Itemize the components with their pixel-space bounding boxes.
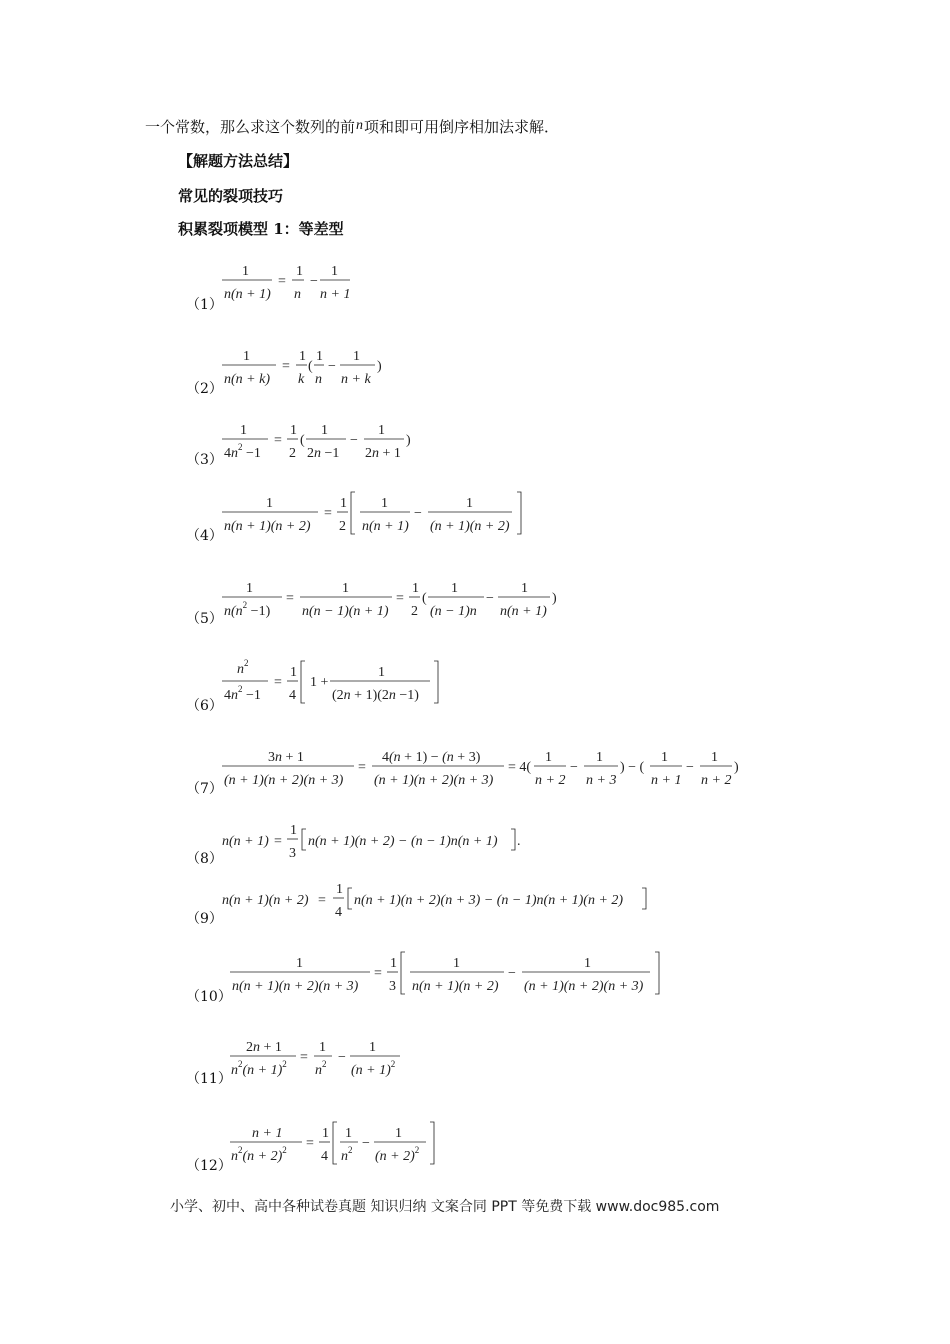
svg-text:): ) bbox=[377, 359, 382, 374]
svg-text:2n + 1: 2n + 1 bbox=[246, 1040, 282, 1055]
svg-text:−: − bbox=[686, 760, 694, 775]
intro-before: 一个常数，那么求这个数列的前 bbox=[145, 118, 356, 136]
svg-text:−: − bbox=[570, 760, 578, 775]
svg-text:1: 1 bbox=[319, 1040, 326, 1055]
svg-text:1: 1 bbox=[378, 665, 385, 680]
svg-text:n + 2: n + 2 bbox=[535, 773, 566, 788]
svg-text:(2n + 1)(2n −1): (2n + 1)(2n −1) bbox=[332, 688, 419, 703]
formula-label-4: （4） bbox=[186, 528, 223, 544]
formula-7-svg bbox=[220, 744, 750, 794]
svg-text:1: 1 bbox=[246, 581, 253, 596]
svg-text:=: = bbox=[278, 274, 286, 289]
svg-text:1: 1 bbox=[340, 496, 347, 511]
svg-text:(n + 1)(n + 2): (n + 1)(n + 2) bbox=[430, 519, 510, 534]
formula-1-svg bbox=[220, 258, 380, 308]
model-heading: 积累裂项模型 1：等差型 bbox=[178, 220, 344, 238]
svg-text:3n + 1: 3n + 1 bbox=[268, 750, 304, 765]
svg-text:1: 1 bbox=[243, 349, 250, 364]
svg-text:n(n + 1)(n + 2) − (n − 1)n(n +: n(n + 1)(n + 2) − (n − 1)n(n + 1) bbox=[308, 834, 498, 849]
formula-11-svg bbox=[220, 1034, 420, 1084]
svg-text:1: 1 bbox=[545, 750, 552, 765]
svg-text:1: 1 bbox=[290, 823, 297, 838]
svg-text:1: 1 bbox=[240, 423, 247, 438]
svg-text:1: 1 bbox=[390, 956, 397, 971]
svg-text:(n + 2)2: $(n + 2)^2$ bbox=[375, 1145, 420, 1164]
svg-text:n2: $n^2$ bbox=[237, 658, 249, 677]
formula-2-svg bbox=[220, 343, 420, 393]
svg-text:4n2 −1: $4n^2 -1$ bbox=[224, 442, 261, 461]
svg-text:1: 1 bbox=[466, 496, 473, 511]
svg-text:1: 1 bbox=[322, 1126, 329, 1141]
svg-text:(: ( bbox=[308, 359, 313, 374]
svg-text:1: 1 bbox=[369, 1040, 376, 1055]
svg-text:n(n + 1)(n + 2)(n + 3) − (n −: n(n + 1)(n + 2)(n + 3) − (n − 1)n(n + 1)(n + 2) bbox=[354, 893, 624, 908]
svg-text:n(n + 1)(n + 2)(n + 3): n(n + 1)(n + 2)(n + 3) bbox=[232, 979, 359, 994]
formula-label-1: （1） bbox=[186, 297, 223, 313]
svg-text:2: 2 bbox=[339, 519, 346, 534]
svg-text:=: = bbox=[358, 760, 366, 775]
svg-text:1: 1 bbox=[711, 750, 718, 765]
svg-text:=: = bbox=[306, 1136, 314, 1151]
svg-text:n(n + 1): n(n + 1) bbox=[222, 834, 269, 849]
svg-text:n(n + 1)(n + 2): n(n + 1)(n + 2) bbox=[224, 519, 311, 534]
formula-10 bbox=[220, 950, 670, 1000]
svg-text:(: ( bbox=[300, 433, 305, 448]
formula-8-svg bbox=[220, 820, 540, 864]
formula-label-9: （9） bbox=[186, 911, 223, 927]
formula-6-svg bbox=[220, 659, 460, 709]
svg-text:1: 1 bbox=[321, 423, 328, 438]
svg-text:−: − bbox=[486, 591, 494, 606]
svg-text:1: 1 bbox=[290, 423, 297, 438]
svg-text:n2(n + 2)2: $n^2(n + 2)^2$ bbox=[231, 1145, 287, 1164]
svg-text:.: . bbox=[517, 834, 521, 849]
svg-text:n + 3: n + 3 bbox=[586, 773, 617, 788]
svg-text:1: 1 bbox=[316, 349, 323, 364]
svg-text:1: 1 bbox=[336, 882, 343, 897]
svg-text:1: 1 bbox=[412, 581, 419, 596]
svg-text:−: − bbox=[310, 274, 318, 289]
formula-3 bbox=[220, 417, 430, 467]
formula-5-svg bbox=[220, 575, 580, 625]
svg-text:−: − bbox=[338, 1050, 346, 1065]
svg-text:=: = bbox=[324, 506, 332, 521]
svg-text:1: 1 bbox=[296, 956, 303, 971]
svg-text:n2(n + 1)2: $n^2(n + 1)^2$ bbox=[231, 1059, 287, 1078]
svg-text:n + 1: n + 1 bbox=[252, 1126, 283, 1141]
formula-12 bbox=[220, 1120, 450, 1170]
svg-text:1: 1 bbox=[290, 665, 297, 680]
svg-text:n: n bbox=[294, 287, 301, 302]
formula-label-11: （11） bbox=[186, 1071, 232, 1087]
svg-text:(n + 1)(n + 2)(n + 3): (n + 1)(n + 2)(n + 3) bbox=[374, 773, 494, 788]
svg-text:1: 1 bbox=[299, 349, 306, 364]
svg-text:(n + 1)2: $(n + 1)^2$ bbox=[351, 1059, 396, 1078]
svg-text:1: 1 bbox=[451, 581, 458, 596]
svg-text:n + 2: n + 2 bbox=[701, 773, 732, 788]
formula-5 bbox=[220, 575, 580, 625]
svg-text:=: = bbox=[282, 359, 290, 374]
svg-text:1: 1 bbox=[296, 264, 303, 279]
svg-text:1: 1 bbox=[342, 581, 349, 596]
svg-text:n + 1: n + 1 bbox=[320, 287, 351, 302]
svg-text:=: = bbox=[274, 433, 282, 448]
formula-label-3: （3） bbox=[186, 452, 223, 468]
svg-text:(n + 1)(n + 2)(n + 3): (n + 1)(n + 2)(n + 3) bbox=[524, 979, 644, 994]
svg-text:1: 1 bbox=[242, 264, 249, 279]
svg-text:−: − bbox=[414, 506, 422, 521]
svg-text:(: ( bbox=[422, 591, 427, 606]
svg-text:4: 4 bbox=[335, 905, 342, 920]
svg-text:(n + 1)(n + 2)(n + 3): (n + 1)(n + 2)(n + 3) bbox=[224, 773, 344, 788]
formula-label-6: （6） bbox=[186, 698, 223, 714]
svg-text:n(n + 1): n(n + 1) bbox=[362, 519, 409, 534]
intro-after: 项和即可用倒序相加法求解． bbox=[364, 118, 560, 136]
svg-text:n + k: n + k bbox=[341, 372, 371, 387]
svg-text:n: n bbox=[315, 372, 322, 387]
svg-text:−: − bbox=[508, 966, 516, 981]
formula-label-10: （10） bbox=[186, 989, 232, 1005]
svg-text:1: 1 bbox=[331, 264, 338, 279]
svg-text:n2: $n^2$ bbox=[341, 1145, 353, 1164]
svg-text:1: 1 bbox=[266, 496, 273, 511]
formula-11 bbox=[220, 1034, 420, 1084]
svg-text:n(n − 1)(n + 1): n(n − 1)(n + 1) bbox=[302, 604, 389, 619]
svg-text:1: 1 bbox=[596, 750, 603, 765]
svg-text:1: 1 bbox=[395, 1126, 402, 1141]
svg-text:= 4(: = 4( bbox=[508, 760, 532, 775]
svg-text:=: = bbox=[396, 591, 404, 606]
svg-text:3: 3 bbox=[289, 846, 296, 861]
svg-text:k: k bbox=[298, 372, 305, 387]
formula-10-svg bbox=[220, 950, 670, 1000]
svg-text:n + 1: n + 1 bbox=[651, 773, 682, 788]
formula-4 bbox=[220, 490, 540, 540]
svg-text:4n2 −1: $4n^2 -1$ bbox=[224, 684, 261, 703]
svg-text:=: = bbox=[318, 893, 326, 908]
formula-label-5: （5） bbox=[186, 611, 223, 627]
svg-text:=: = bbox=[374, 966, 382, 981]
intro-var: n bbox=[356, 118, 364, 133]
svg-text:1: 1 bbox=[661, 750, 668, 765]
svg-text:−: − bbox=[350, 433, 358, 448]
svg-text:4(n + 1) − (n + 3): 4(n + 1) − (n + 3) bbox=[382, 750, 481, 765]
svg-text:2: 2 bbox=[411, 604, 418, 619]
formula-8 bbox=[220, 820, 540, 864]
svg-text:1 +: 1 + bbox=[310, 675, 329, 690]
svg-text:2n −1: 2n −1 bbox=[307, 446, 340, 461]
svg-text:−: − bbox=[362, 1136, 370, 1151]
svg-text:n(n + 1)(n + 2): n(n + 1)(n + 2) bbox=[412, 979, 499, 994]
svg-text:n(n2 −1): $n(n^2 -1)$ bbox=[224, 600, 271, 619]
formula-6 bbox=[220, 659, 460, 709]
formula-4-svg bbox=[220, 490, 540, 540]
formula-9 bbox=[220, 879, 660, 923]
svg-text:3: 3 bbox=[389, 979, 396, 994]
svg-text:1: 1 bbox=[381, 496, 388, 511]
summary-heading: 【解题方法总结】 bbox=[178, 152, 299, 170]
svg-text:(n − 1)n: (n − 1)n bbox=[430, 604, 477, 619]
svg-text:4: 4 bbox=[289, 688, 296, 703]
formula-9-svg bbox=[220, 879, 660, 923]
svg-text:4: 4 bbox=[321, 1149, 328, 1164]
formula-label-12: （12） bbox=[186, 1158, 232, 1174]
svg-text:n(n + k): n(n + k) bbox=[224, 372, 270, 387]
svg-text:): ) bbox=[734, 760, 739, 775]
formula-2 bbox=[220, 343, 420, 393]
svg-text:2: 2 bbox=[289, 446, 296, 461]
formula-1 bbox=[220, 258, 380, 308]
svg-text:−: − bbox=[328, 359, 336, 374]
formula-label-8: （8） bbox=[186, 851, 223, 867]
svg-text:1: 1 bbox=[521, 581, 528, 596]
svg-text:) − (: ) − ( bbox=[620, 760, 645, 775]
svg-text:1: 1 bbox=[345, 1126, 352, 1141]
svg-text:1: 1 bbox=[353, 349, 360, 364]
svg-text:n2: $n^2$ bbox=[315, 1059, 327, 1078]
formula-12-svg bbox=[220, 1120, 450, 1170]
svg-text:=: = bbox=[286, 591, 294, 606]
svg-text:2n + 1: 2n + 1 bbox=[365, 446, 401, 461]
svg-text:n(n + 1): n(n + 1) bbox=[224, 287, 271, 302]
svg-text:n(n + 1): n(n + 1) bbox=[500, 604, 547, 619]
svg-text:=: = bbox=[300, 1050, 308, 1065]
svg-text:1: 1 bbox=[378, 423, 385, 438]
footer-text: 小学、初中、高中各种试卷真题 知识归纳 文案合同 PPT 等免费下载 www.doc985.com bbox=[170, 1199, 720, 1215]
formula-7 bbox=[220, 744, 750, 794]
formula-3-svg bbox=[220, 417, 430, 467]
svg-text:1: 1 bbox=[453, 956, 460, 971]
formula-label-7: （7） bbox=[186, 781, 223, 797]
techniques-heading: 常见的裂项技巧 bbox=[178, 187, 284, 205]
intro-text bbox=[145, 116, 559, 137]
svg-text:=: = bbox=[274, 834, 282, 849]
svg-text:n(n + 1)(n + 2): n(n + 1)(n + 2) bbox=[222, 893, 309, 908]
svg-text:): ) bbox=[406, 433, 411, 448]
svg-text:): ) bbox=[552, 591, 557, 606]
svg-text:1: 1 bbox=[584, 956, 591, 971]
svg-text:=: = bbox=[274, 675, 282, 690]
formula-label-2: （2） bbox=[186, 381, 223, 397]
